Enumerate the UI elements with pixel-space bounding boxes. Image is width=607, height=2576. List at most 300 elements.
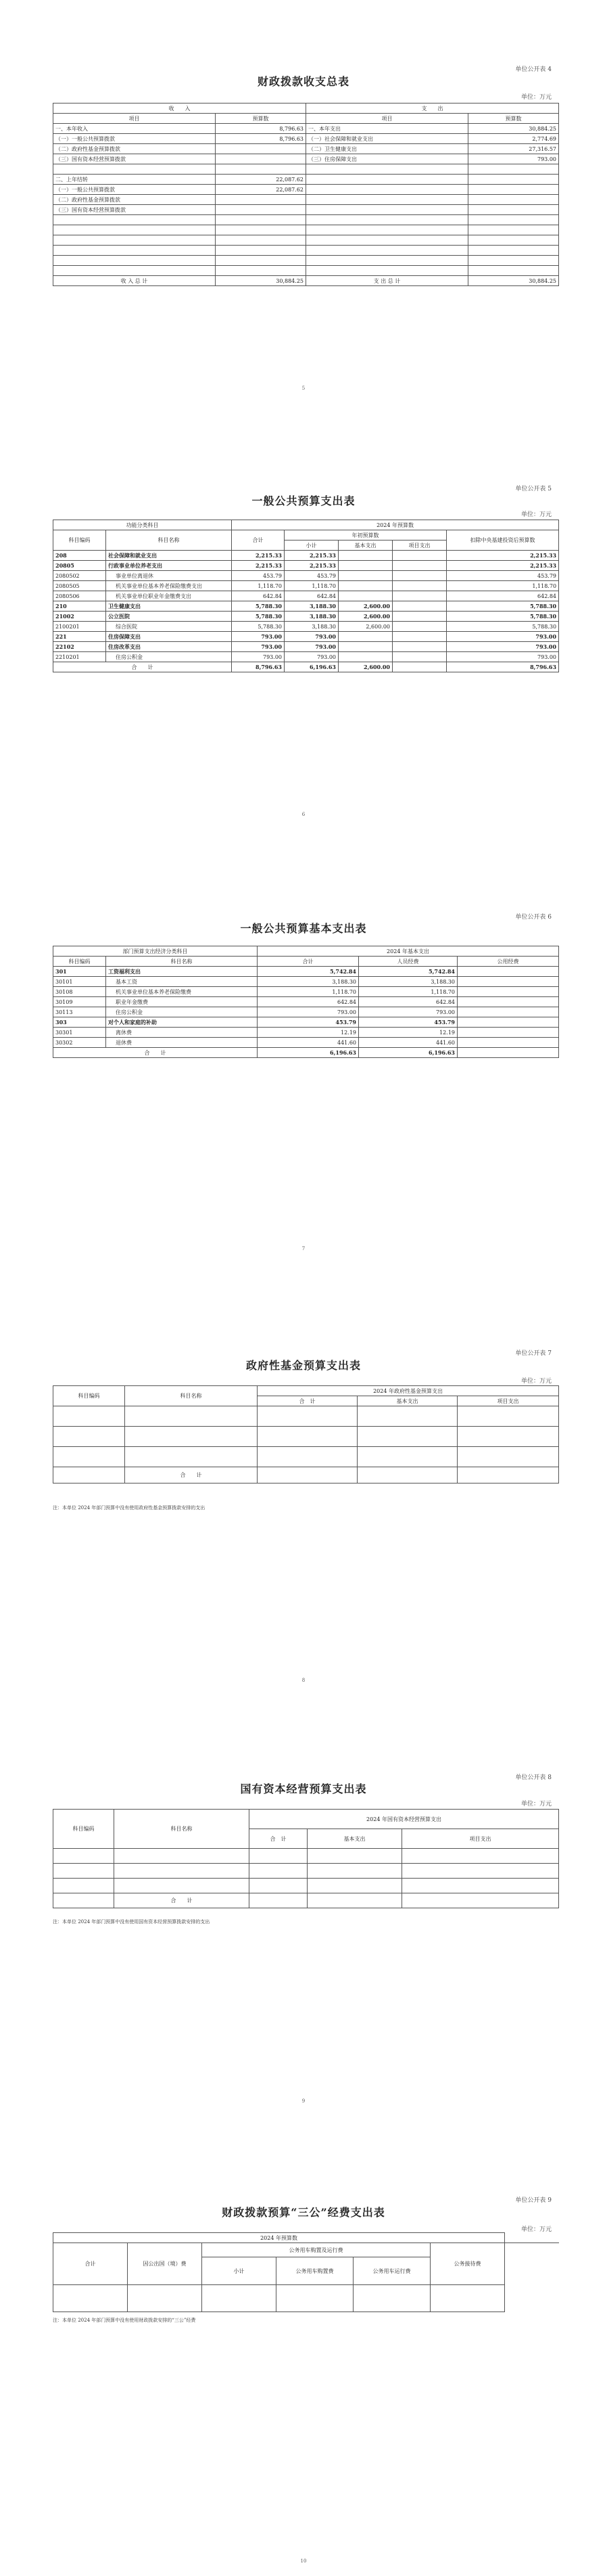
year-capital-header: 2024 年国有资本经营预算支出 [249, 1810, 559, 1829]
page-number: 9 [301, 2098, 306, 2104]
code-cell: 30109 [53, 997, 106, 1007]
expense-item [306, 235, 468, 246]
unit-label: 单位：万元 [520, 1378, 552, 1385]
value-cell: 5,742.84 [258, 967, 359, 977]
total-label: 合 计 [125, 1467, 258, 1484]
income-value [216, 256, 306, 266]
value-cell [458, 1007, 559, 1017]
value-cell: 12.19 [258, 1028, 359, 1038]
name-cell: 工资福利支出 [106, 967, 258, 977]
table-row [53, 551, 559, 561]
total-cell: 6,196.63 [359, 1048, 458, 1058]
col-basic: 基本支出 [308, 1829, 402, 1849]
table-row [53, 632, 559, 642]
value-cell [393, 622, 447, 632]
table-row [53, 164, 559, 175]
total-label: 合 计 [53, 1048, 258, 1058]
value-cell: 793.00 [285, 652, 339, 662]
fiscal-summary-table [53, 103, 559, 286]
page-number: 7 [301, 1246, 306, 1251]
col-name: 科目名称 [125, 1386, 258, 1406]
year-header: 2024 年预算数 [53, 2233, 505, 2243]
value-cell: 793.00 [232, 652, 285, 662]
table-row [53, 622, 559, 632]
page-title: 国有资本经营预算支出表 [240, 1782, 367, 1795]
value-cell [458, 967, 559, 977]
value-cell: 5,788.30 [232, 601, 285, 612]
col-name: 科目名称 [106, 957, 258, 967]
value-cell: 2,215.33 [285, 551, 339, 561]
value-cell [393, 591, 447, 601]
table-row [53, 134, 559, 144]
value-cell [458, 1038, 559, 1048]
value-cell: 2,600.00 [339, 601, 393, 612]
name-cell: 机关事业单位基本养老保险缴费支出 [106, 581, 232, 591]
col-total: 合计 [232, 530, 285, 551]
expense-item [306, 266, 468, 276]
expense-item [306, 164, 468, 175]
total-label: 合 计 [53, 662, 232, 672]
table-row [53, 1038, 559, 1048]
col-project: 项目支出 [393, 540, 447, 551]
income-value: 22,087.62 [216, 185, 306, 195]
value-cell: 642.84 [447, 591, 559, 601]
value-cell: 642.84 [258, 997, 359, 1007]
code-cell: 30113 [53, 1007, 106, 1017]
expense-item: （三）住房保障支出 [306, 154, 468, 164]
table-row [53, 266, 559, 276]
unit-label: 单位：万元 [520, 94, 552, 101]
name-cell: 离休费 [106, 1028, 258, 1038]
expense-value: 27,316.57 [468, 144, 559, 154]
total-expense-value: 30,884.25 [468, 276, 559, 286]
value-cell: 642.84 [359, 997, 458, 1007]
table-row [53, 154, 559, 164]
name-cell: 住房改革支出 [106, 642, 232, 652]
expense-value [468, 266, 559, 276]
value-cell: 3,188.30 [285, 622, 339, 632]
income-item [53, 266, 216, 276]
table-row [53, 256, 559, 266]
page-title: 财政拨款预算“三公”经费支出表 [222, 2206, 385, 2219]
table-row [53, 235, 559, 246]
col-item: 项目 [306, 114, 468, 124]
footnote: 注：本单位 2024 年部门预算中没有使用财政拨款安排的“三公”经费 [53, 2318, 196, 2323]
income-item: 二、上年结转 [53, 175, 216, 185]
dept-class-header: 部门预算支出经济分类科目 [53, 946, 258, 957]
name-cell: 社会保障和就业支出 [106, 551, 232, 561]
value-cell: 5,788.30 [447, 622, 559, 632]
income-item: （二）政府性基金预算拨款 [53, 195, 216, 205]
value-cell [393, 642, 447, 652]
value-cell [458, 987, 559, 997]
value-cell: 453.79 [285, 571, 339, 581]
income-value [216, 144, 306, 154]
table-row [53, 561, 559, 571]
page-number: 5 [301, 386, 306, 391]
value-cell: 3,188.30 [285, 601, 339, 612]
income-item: （一）一般公共预算拨款 [53, 134, 216, 144]
col-abroad: 因公出国（境）费 [128, 2243, 202, 2285]
expense-item [306, 195, 468, 205]
expense-item [306, 256, 468, 266]
value-cell: 5,788.30 [232, 612, 285, 622]
value-cell: 12.19 [359, 1028, 458, 1038]
income-header: 收 入 [53, 104, 306, 114]
table-row [53, 195, 559, 205]
name-cell: 住房公积金 [106, 652, 232, 662]
table-row [53, 185, 559, 195]
table-row [53, 612, 559, 622]
table-row [53, 601, 559, 612]
expense-item [306, 225, 468, 235]
value-cell: 793.00 [258, 1007, 359, 1017]
code-cell: 30101 [53, 977, 106, 987]
table-row [53, 571, 559, 581]
name-cell: 基本工资 [106, 977, 258, 987]
three-public-table [53, 2232, 559, 2312]
col-total: 合 计 [258, 1396, 358, 1406]
total-expense-label: 支 出 总 计 [306, 276, 468, 286]
value-cell: 441.60 [359, 1038, 458, 1048]
value-cell: 1,118.70 [258, 987, 359, 997]
general-budget-table [53, 520, 559, 672]
value-cell [339, 561, 393, 571]
code-cell: 208 [53, 551, 106, 561]
code-cell: 2100201 [53, 622, 106, 632]
code-cell: 2210201 [53, 652, 106, 662]
value-cell: 793.00 [447, 652, 559, 662]
table-row [53, 967, 559, 977]
code-cell: 301 [53, 967, 106, 977]
value-cell: 5,742.84 [359, 967, 458, 977]
value-cell: 3,188.30 [258, 977, 359, 987]
col-vehicle-run: 公务用车运行费 [354, 2257, 431, 2285]
expense-value: 793.00 [468, 154, 559, 164]
name-cell: 职业年金缴费 [106, 997, 258, 1007]
unit-tag: 单位公开表 6 [515, 914, 552, 921]
value-cell: 2,215.33 [285, 561, 339, 571]
col-code: 科目编码 [53, 530, 106, 551]
value-cell [339, 591, 393, 601]
value-cell: 793.00 [285, 632, 339, 642]
value-cell [393, 652, 447, 662]
income-value [216, 164, 306, 175]
table-row [53, 1007, 559, 1017]
expense-item: （二）卫生健康支出 [306, 144, 468, 154]
col-annual: 年初预算数 [285, 530, 447, 540]
footnote: 注：本单位 2024 年部门预算中没有使用政府性基金预算拨款安排的支出 [53, 1505, 205, 1511]
value-cell [393, 632, 447, 642]
col-vehicle: 公务用车购置及运行费 [202, 2243, 431, 2257]
income-item: 一、本年收入 [53, 124, 216, 134]
table-row [53, 175, 559, 185]
income-item: （三）国有资本经营预算拨款 [53, 205, 216, 215]
page-number: 6 [301, 812, 306, 817]
value-cell [339, 551, 393, 561]
expense-item [306, 205, 468, 215]
table-row [53, 1406, 559, 1427]
code-cell: 30108 [53, 987, 106, 997]
table-row [53, 1467, 559, 1484]
expense-value [468, 246, 559, 256]
code-cell: 22102 [53, 642, 106, 652]
col-public: 公用经费 [458, 957, 559, 967]
expense-item [306, 246, 468, 256]
total-cell: 8,796.63 [447, 662, 559, 672]
name-cell: 住房保障支出 [106, 632, 232, 642]
page-title: 一般公共预算支出表 [251, 495, 356, 507]
value-cell: 1,118.70 [232, 581, 285, 591]
table-row [53, 652, 559, 662]
expense-value: 30,884.25 [468, 124, 559, 134]
code-cell: 303 [53, 1017, 106, 1028]
value-cell: 5,788.30 [447, 601, 559, 612]
col-total: 合计 [258, 957, 359, 967]
income-item [53, 164, 216, 175]
unit-label: 单位：万元 [520, 1801, 552, 1808]
expense-item [306, 185, 468, 195]
total-cell: 6,196.63 [258, 1048, 359, 1058]
value-cell [458, 1028, 559, 1038]
name-cell: 退休费 [106, 1038, 258, 1048]
col-name: 科目名称 [106, 530, 232, 551]
value-cell: 5,788.30 [447, 612, 559, 622]
code-cell: 20805 [53, 561, 106, 571]
value-cell: 2,215.33 [232, 551, 285, 561]
expense-header: 支 出 [306, 104, 559, 114]
income-value [216, 154, 306, 164]
value-cell: 453.79 [232, 571, 285, 581]
year-basic-header: 2024 年基本支出 [258, 946, 559, 957]
col-budget: 预算数 [216, 114, 306, 124]
col-code: 科目编码 [53, 957, 106, 967]
value-cell: 793.00 [232, 632, 285, 642]
value-cell [393, 612, 447, 622]
year-fund-header: 2024 年政府性基金预算支出 [258, 1386, 559, 1396]
expense-value [468, 195, 559, 205]
value-cell: 793.00 [447, 632, 559, 642]
unit-tag: 单位公开表 4 [515, 66, 552, 73]
table-row [53, 977, 559, 987]
value-cell [393, 551, 447, 561]
code-cell: 221 [53, 632, 106, 642]
value-cell: 453.79 [447, 571, 559, 581]
unit-label: 单位：万元 [520, 2226, 552, 2233]
table-row [53, 987, 559, 997]
income-item: （二）政府性基金预算拨款 [53, 144, 216, 154]
value-cell: 2,600.00 [339, 612, 393, 622]
unit-tag: 单位公开表 5 [515, 486, 552, 492]
income-value [216, 205, 306, 215]
table-row [53, 581, 559, 591]
col-reception: 公务接待费 [431, 2243, 505, 2285]
table-row [53, 1893, 559, 1908]
total-label: 合 计 [114, 1893, 249, 1908]
income-value [216, 246, 306, 256]
income-value [216, 235, 306, 246]
table-row [53, 1879, 559, 1893]
value-cell [339, 652, 393, 662]
expense-item [306, 215, 468, 225]
expense-value [468, 235, 559, 246]
value-cell [339, 571, 393, 581]
value-cell [339, 642, 393, 652]
page-title: 一般公共预算基本支出表 [240, 922, 367, 935]
col-subtotal: 小计 [202, 2257, 276, 2285]
expense-item: 一、本年支出 [306, 124, 468, 134]
income-value [216, 215, 306, 225]
expense-value [468, 205, 559, 215]
func-class-header: 功能分类科目 [53, 520, 232, 530]
name-cell: 机关事业单位基本养老保险缴费 [106, 987, 258, 997]
income-item: （三）国有资本经营预算拨款 [53, 154, 216, 164]
col-project: 项目支出 [402, 1829, 559, 1849]
value-cell [393, 601, 447, 612]
total-cell: 6,196.63 [285, 662, 339, 672]
value-cell: 453.79 [258, 1017, 359, 1028]
value-cell [339, 632, 393, 642]
value-cell: 453.79 [359, 1017, 458, 1028]
value-cell: 3,188.30 [285, 612, 339, 622]
col-budget: 预算数 [468, 114, 559, 124]
page-number: 8 [301, 1678, 306, 1683]
value-cell: 642.84 [285, 591, 339, 601]
value-cell: 793.00 [447, 642, 559, 652]
value-cell [458, 997, 559, 1007]
income-value: 8,796.63 [216, 124, 306, 134]
income-value: 8,796.63 [216, 134, 306, 144]
col-name: 科目名称 [114, 1810, 249, 1849]
table-row [53, 1849, 559, 1864]
value-cell: 793.00 [232, 642, 285, 652]
name-cell: 卫生健康支出 [106, 601, 232, 612]
table-row [53, 2285, 559, 2312]
col-basic: 基本支出 [358, 1396, 458, 1406]
expense-value: 2,774.69 [468, 134, 559, 144]
value-cell: 642.84 [232, 591, 285, 601]
state-capital-table [53, 1809, 559, 1908]
table-row [53, 1017, 559, 1028]
col-vehicle-buy: 公务用车购置费 [276, 2257, 354, 2285]
value-cell: 793.00 [359, 1007, 458, 1017]
total-cell [458, 1048, 559, 1058]
unit-tag: 单位公开表 7 [515, 1350, 552, 1357]
name-cell: 公立医院 [106, 612, 232, 622]
expense-item: （一）社会保障和就业支出 [306, 134, 468, 144]
table-row [53, 1427, 559, 1447]
value-cell: 2,600.00 [339, 622, 393, 632]
unit-tag: 单位公开表 9 [515, 2197, 552, 2204]
code-cell: 30301 [53, 1028, 106, 1038]
col-basic: 基本支出 [339, 540, 393, 551]
code-cell: 2080505 [53, 581, 106, 591]
total-income-label: 收 入 总 计 [53, 276, 216, 286]
value-cell: 1,118.70 [447, 581, 559, 591]
table-row [53, 591, 559, 601]
income-value [216, 266, 306, 276]
total-cell: 2,600.00 [339, 662, 393, 672]
unit-label: 单位：万元 [520, 511, 552, 518]
table-row [53, 997, 559, 1007]
expense-value [468, 225, 559, 235]
code-cell: 30302 [53, 1038, 106, 1048]
col-project: 项目支出 [458, 1396, 559, 1406]
col-subtotal: 小计 [285, 540, 339, 551]
value-cell: 2,215.33 [232, 561, 285, 571]
table-row [53, 1864, 559, 1879]
value-cell: 2,215.33 [447, 561, 559, 571]
basic-expense-table [53, 946, 559, 1058]
total-income-value: 30,884.25 [216, 276, 306, 286]
footnote: 注：本单位 2024 年部门预算中没有使用国有资本经营预算拨款安排的支出 [53, 1919, 210, 1925]
col-code: 科目编码 [53, 1810, 114, 1849]
name-cell: 行政事业单位养老支出 [106, 561, 232, 571]
table-row [53, 642, 559, 652]
income-value [216, 195, 306, 205]
table-row [53, 1447, 559, 1467]
value-cell [339, 581, 393, 591]
col-central: 扣除中央基建投资后预算数 [447, 530, 559, 551]
name-cell: 住房公积金 [106, 1007, 258, 1017]
income-item [53, 225, 216, 235]
page-title: 财政拨款收支总表 [257, 75, 349, 88]
table-row [53, 215, 559, 225]
expense-item [306, 175, 468, 185]
unit-tag: 单位公开表 8 [515, 1774, 552, 1781]
table-row [53, 144, 559, 154]
income-item [53, 246, 216, 256]
value-cell: 5,788.30 [232, 622, 285, 632]
expense-value [468, 256, 559, 266]
code-cell: 21002 [53, 612, 106, 622]
income-item [53, 215, 216, 225]
page-title: 政府性基金预算支出表 [245, 1359, 361, 1372]
expense-value [468, 215, 559, 225]
value-cell: 2,215.33 [447, 551, 559, 561]
code-cell: 210 [53, 601, 106, 612]
table-row [53, 124, 559, 134]
value-cell: 1,118.70 [359, 987, 458, 997]
income-value: 22,087.62 [216, 175, 306, 185]
name-cell: 事业单位离退休 [106, 571, 232, 581]
name-cell: 机关事业单位职业年金缴费支出 [106, 591, 232, 601]
income-item: （一）一般公共预算拨款 [53, 185, 216, 195]
value-cell [458, 1017, 559, 1028]
value-cell: 793.00 [285, 642, 339, 652]
income-item [53, 235, 216, 246]
col-code: 科目编码 [53, 1386, 125, 1406]
table-row [53, 246, 559, 256]
table-row [53, 225, 559, 235]
expense-value [468, 175, 559, 185]
gov-fund-table [53, 1385, 559, 1484]
value-cell: 3,188.30 [359, 977, 458, 987]
income-item [53, 256, 216, 266]
col-total: 合计 [53, 2243, 128, 2285]
table-row [53, 1028, 559, 1038]
value-cell [458, 977, 559, 987]
expense-value [468, 185, 559, 195]
value-cell: 441.60 [258, 1038, 359, 1048]
total-cell [393, 662, 447, 672]
name-cell: 对个人和家庭的补助 [106, 1017, 258, 1028]
page-number: 10 [300, 2558, 307, 2564]
value-cell: 1,118.70 [285, 581, 339, 591]
year-budget-header: 2024 年预算数 [232, 520, 559, 530]
total-cell: 8,796.63 [232, 662, 285, 672]
col-staff: 人员经费 [359, 957, 458, 967]
